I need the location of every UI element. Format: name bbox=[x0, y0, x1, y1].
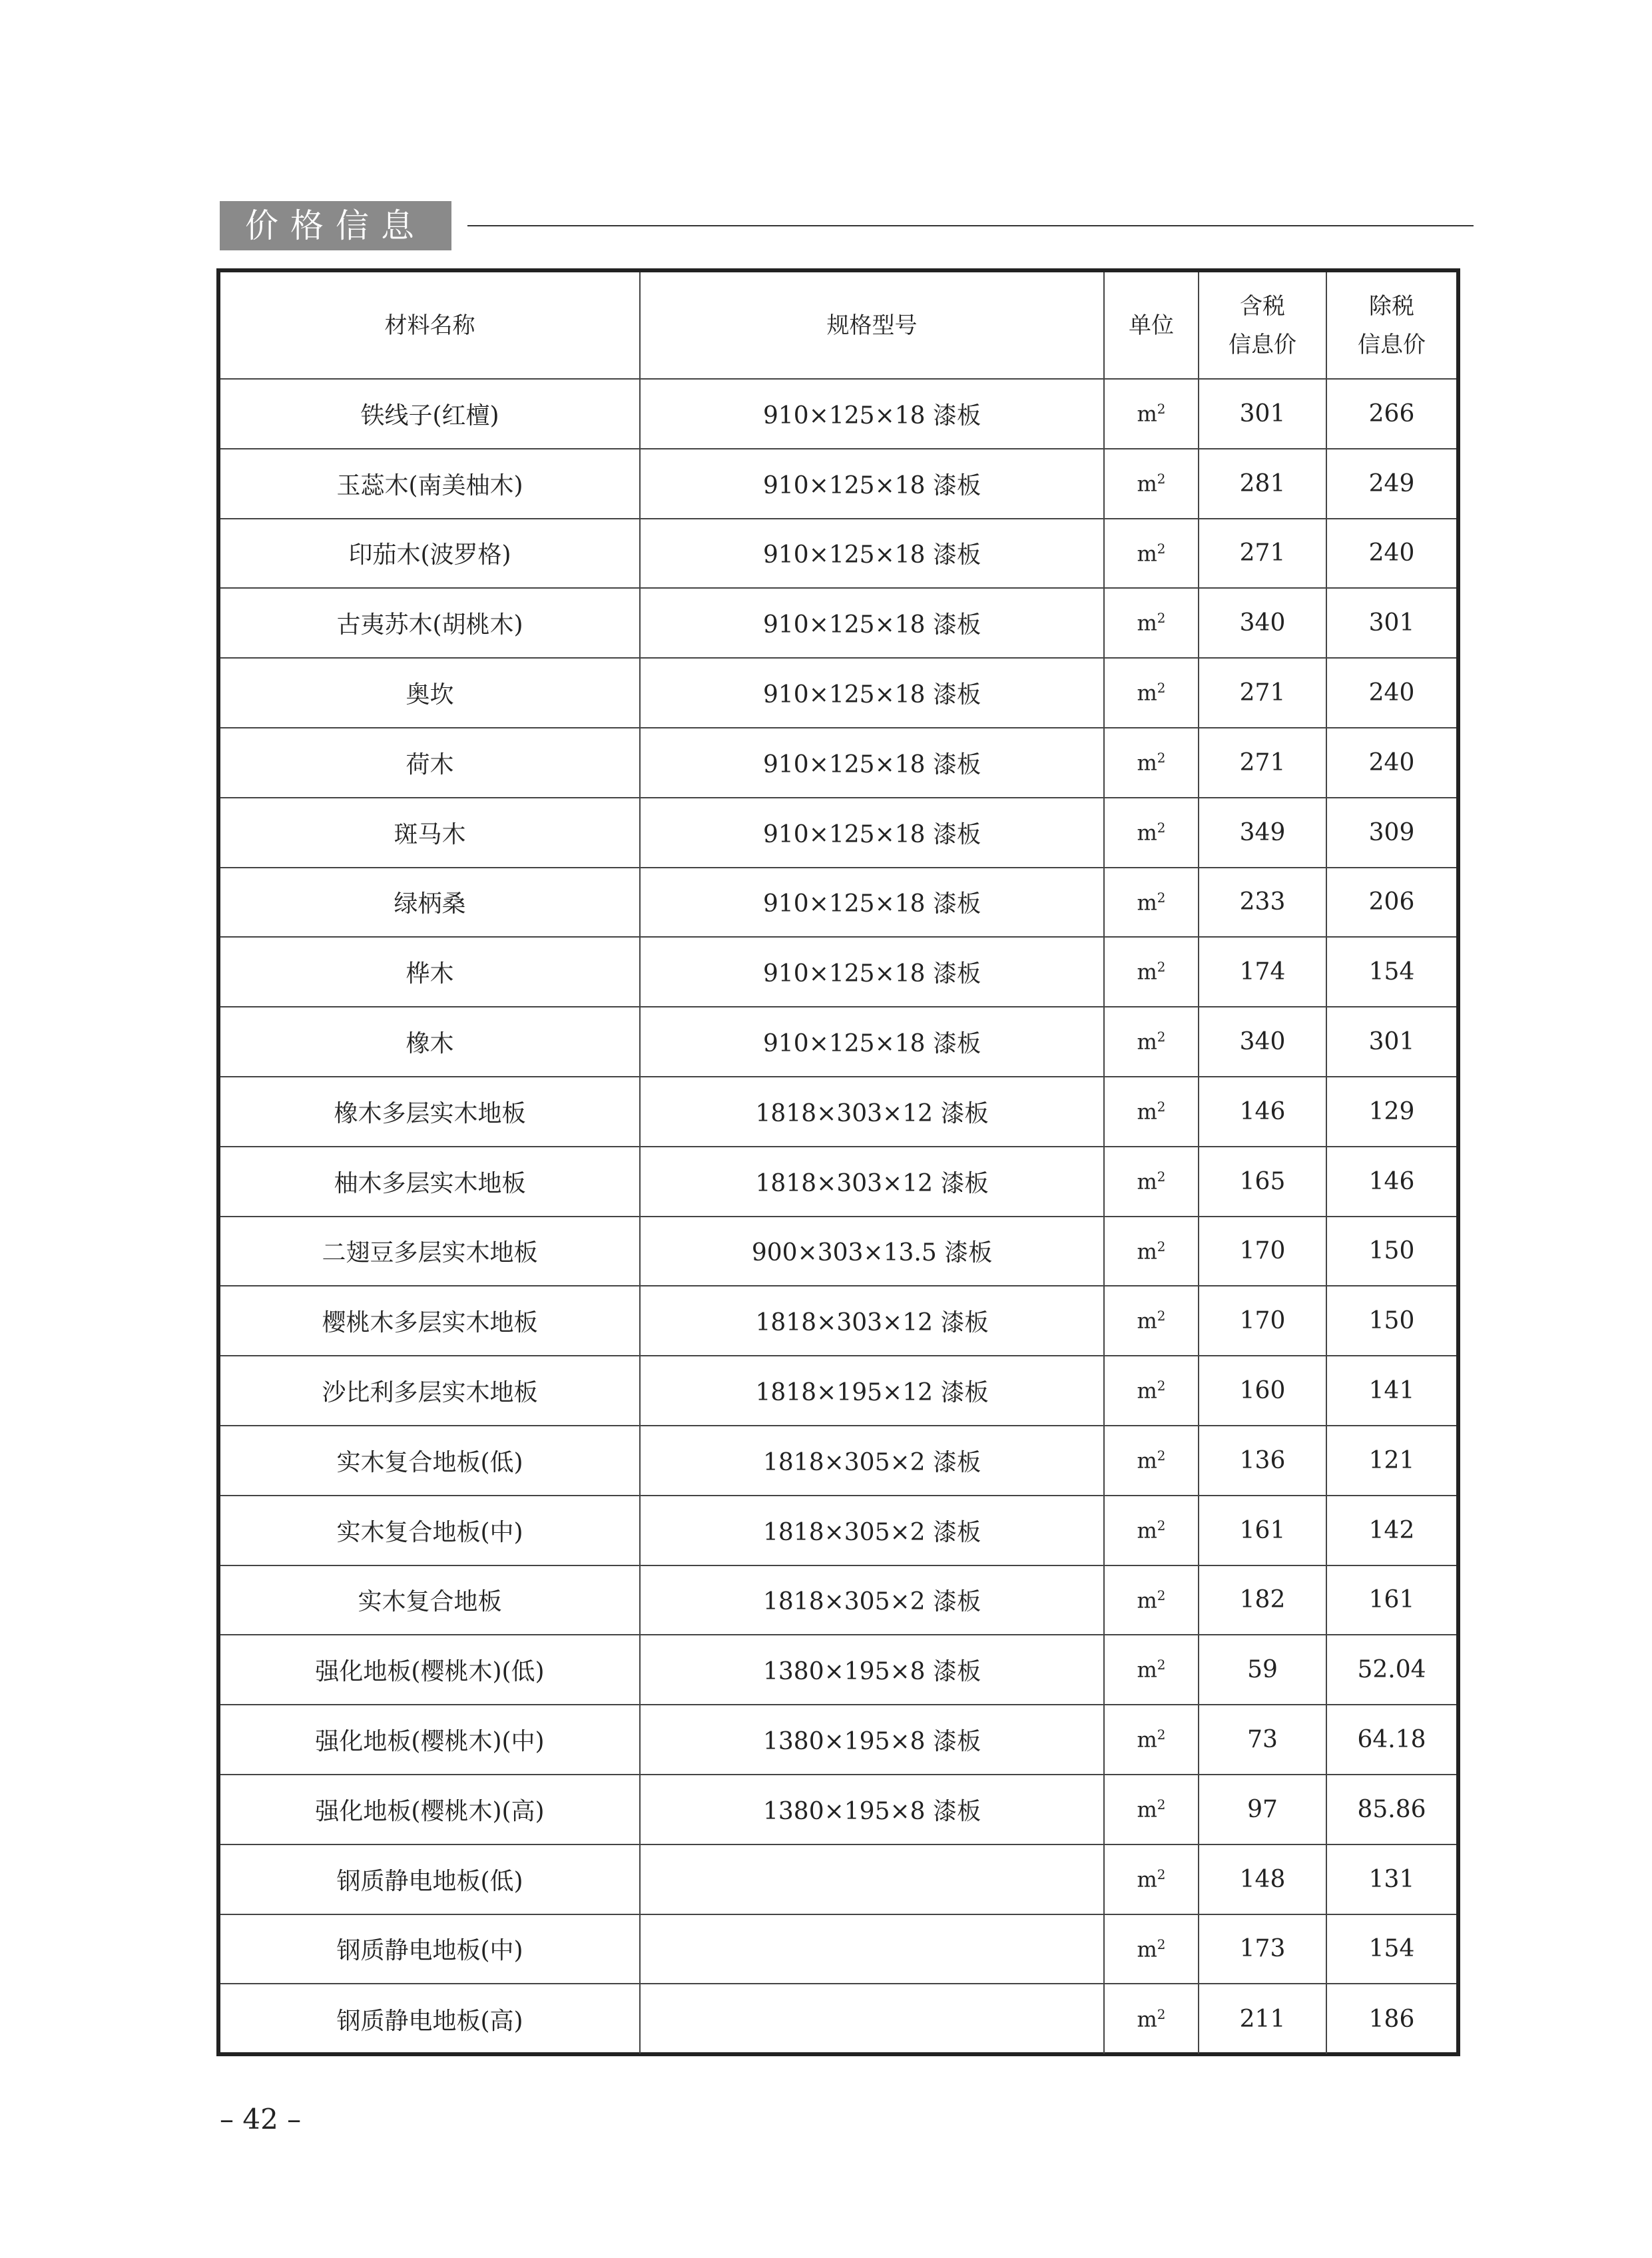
unit-cell bbox=[1104, 1077, 1199, 1147]
material-name-cell: 铁线子(红檀) bbox=[220, 379, 640, 449]
tax-inclusive-price-cell: 301 bbox=[1199, 379, 1326, 449]
spec-cell: 1818×305×2 漆板 bbox=[640, 1496, 1104, 1565]
table-row bbox=[220, 1147, 1456, 1217]
tax-exclusive-price-cell: 131 bbox=[1326, 1844, 1456, 1914]
table-row bbox=[220, 1565, 1456, 1635]
tax-inclusive-price-cell: 340 bbox=[1199, 588, 1326, 658]
tax-exclusive-price-cell: 141 bbox=[1326, 1356, 1456, 1426]
table-row bbox=[220, 937, 1456, 1007]
unit-base: m bbox=[1137, 1727, 1157, 1753]
header-tax-exclusive-price bbox=[1326, 272, 1456, 379]
unit-cell bbox=[1104, 1286, 1199, 1356]
material-name-cell: 二翅豆多层实木地板 bbox=[220, 1217, 640, 1286]
unit-exponent: 2 bbox=[1157, 1587, 1166, 1603]
tax-exclusive-price-cell: 64.18 bbox=[1326, 1705, 1456, 1775]
table-row bbox=[220, 1077, 1456, 1147]
header-material-name: 材料名称 bbox=[220, 272, 640, 379]
tax-exclusive-price-cell: 240 bbox=[1326, 658, 1456, 728]
material-name-cell: 强化地板(樱桃木)(高) bbox=[220, 1775, 640, 1844]
table-row bbox=[220, 1844, 1456, 1914]
tax-inclusive-price-cell: 173 bbox=[1199, 1914, 1326, 1984]
spec-cell: 910×125×18 漆板 bbox=[640, 798, 1104, 868]
table-row bbox=[220, 588, 1456, 658]
unit-base: m bbox=[1137, 890, 1157, 916]
table-row bbox=[220, 798, 1456, 868]
tax-exclusive-price-cell: 85.86 bbox=[1326, 1775, 1456, 1844]
unit-exponent: 2 bbox=[1157, 610, 1166, 627]
material-name-cell: 钢质静电地板(低) bbox=[220, 1844, 640, 1914]
table-row bbox=[220, 379, 1456, 449]
spec-cell bbox=[640, 1844, 1104, 1914]
tax-inclusive-price-cell: 170 bbox=[1199, 1217, 1326, 1286]
tax-exclusive-price-cell: 309 bbox=[1326, 798, 1456, 868]
unit-exponent: 2 bbox=[1157, 470, 1166, 487]
unit-base: m bbox=[1137, 680, 1157, 706]
header-tax-inclusive-line2: 信息价 bbox=[1229, 331, 1296, 358]
table-row bbox=[220, 1984, 1456, 2054]
tax-inclusive-price-cell: 271 bbox=[1199, 728, 1326, 798]
unit-exponent: 2 bbox=[1157, 889, 1166, 906]
material-name-cell: 古夷苏木(胡桃木) bbox=[220, 588, 640, 658]
tax-inclusive-price-cell: 146 bbox=[1199, 1077, 1326, 1147]
tax-inclusive-price-cell: 165 bbox=[1199, 1147, 1326, 1217]
price-table bbox=[220, 272, 1456, 2054]
spec-cell: 1380×195×8 漆板 bbox=[640, 1775, 1104, 1844]
unit-base: m bbox=[1137, 1518, 1157, 1544]
spec-cell: 910×125×18 漆板 bbox=[640, 937, 1104, 1007]
spec-cell: 1380×195×8 漆板 bbox=[640, 1635, 1104, 1705]
material-name-cell: 强化地板(樱桃木)(中) bbox=[220, 1705, 640, 1775]
material-name-cell: 钢质静电地板(高) bbox=[220, 1984, 640, 2054]
material-name-cell: 奥坎 bbox=[220, 658, 640, 728]
tax-inclusive-price-cell: 233 bbox=[1199, 868, 1326, 938]
unit-base: m bbox=[1137, 960, 1157, 986]
tax-exclusive-price-cell: 301 bbox=[1326, 1007, 1456, 1077]
spec-cell: 1818×305×2 漆板 bbox=[640, 1565, 1104, 1635]
unit-cell bbox=[1104, 1914, 1199, 1984]
tax-exclusive-price-cell: 150 bbox=[1326, 1286, 1456, 1356]
unit-exponent: 2 bbox=[1157, 1099, 1166, 1115]
material-name-cell: 橡木 bbox=[220, 1007, 640, 1077]
unit-base: m bbox=[1137, 1797, 1157, 1823]
spec-cell: 1818×303×12 漆板 bbox=[640, 1147, 1104, 1217]
table-row bbox=[220, 1217, 1456, 1286]
unit-exponent: 2 bbox=[1157, 1168, 1166, 1185]
unit-cell bbox=[1104, 1426, 1199, 1496]
unit-exponent: 2 bbox=[1157, 401, 1166, 418]
spec-cell: 900×303×13.5 漆板 bbox=[640, 1217, 1104, 1286]
unit-cell bbox=[1104, 1007, 1199, 1077]
table-row bbox=[220, 449, 1456, 519]
spec-cell: 1818×303×12 漆板 bbox=[640, 1077, 1104, 1147]
unit-cell bbox=[1104, 519, 1199, 589]
tax-exclusive-price-cell: 266 bbox=[1326, 379, 1456, 449]
table-row bbox=[220, 1286, 1456, 1356]
unit-base: m bbox=[1137, 611, 1157, 637]
unit-base: m bbox=[1137, 1448, 1157, 1474]
unit-base: m bbox=[1137, 1239, 1157, 1265]
unit-cell bbox=[1104, 1147, 1199, 1217]
tax-inclusive-price-cell: 349 bbox=[1199, 798, 1326, 868]
tax-exclusive-price-cell: 52.04 bbox=[1326, 1635, 1456, 1705]
material-name-cell: 沙比利多层实木地板 bbox=[220, 1356, 640, 1426]
tax-exclusive-price-cell: 142 bbox=[1326, 1496, 1456, 1565]
material-name-cell: 桦木 bbox=[220, 937, 640, 1007]
tax-inclusive-price-cell: 148 bbox=[1199, 1844, 1326, 1914]
table-row bbox=[220, 1635, 1456, 1705]
tax-inclusive-price-cell: 281 bbox=[1199, 449, 1326, 519]
price-table-frame bbox=[216, 268, 1460, 2056]
header-tax-exclusive-line2: 信息价 bbox=[1358, 331, 1426, 358]
material-name-cell: 荷木 bbox=[220, 728, 640, 798]
unit-base: m bbox=[1137, 471, 1157, 497]
material-name-cell: 橡木多层实木地板 bbox=[220, 1077, 640, 1147]
section-title: 价格信息 bbox=[220, 201, 451, 250]
spec-cell: 910×125×18 漆板 bbox=[640, 379, 1104, 449]
material-name-cell: 斑马木 bbox=[220, 798, 640, 868]
header-unit: 单位 bbox=[1104, 272, 1199, 379]
unit-exponent: 2 bbox=[1157, 1797, 1166, 1813]
table-row bbox=[220, 1426, 1456, 1496]
unit-base: m bbox=[1137, 1169, 1157, 1195]
section-header bbox=[220, 201, 1474, 250]
unit-cell bbox=[1104, 728, 1199, 798]
unit-base: m bbox=[1137, 1029, 1157, 1055]
material-name-cell: 实木复合地板(低) bbox=[220, 1426, 640, 1496]
unit-base: m bbox=[1137, 1308, 1157, 1334]
table-row bbox=[220, 658, 1456, 728]
unit-cell bbox=[1104, 868, 1199, 938]
unit-exponent: 2 bbox=[1157, 540, 1166, 557]
tax-exclusive-price-cell: 154 bbox=[1326, 937, 1456, 1007]
tax-exclusive-price-cell: 121 bbox=[1326, 1426, 1456, 1496]
unit-exponent: 2 bbox=[1157, 819, 1166, 836]
unit-cell bbox=[1104, 449, 1199, 519]
unit-exponent: 2 bbox=[1157, 1517, 1166, 1534]
unit-cell bbox=[1104, 1496, 1199, 1565]
material-name-cell: 强化地板(樱桃木)(低) bbox=[220, 1635, 640, 1705]
unit-cell bbox=[1104, 379, 1199, 449]
tax-exclusive-price-cell: 240 bbox=[1326, 728, 1456, 798]
unit-exponent: 2 bbox=[1157, 1308, 1166, 1324]
unit-exponent: 2 bbox=[1157, 959, 1166, 976]
tax-exclusive-price-cell: 186 bbox=[1326, 1984, 1456, 2054]
tax-inclusive-price-cell: 340 bbox=[1199, 1007, 1326, 1077]
unit-base: m bbox=[1137, 1866, 1157, 1892]
table-row bbox=[220, 1914, 1456, 1984]
unit-exponent: 2 bbox=[1157, 2006, 1166, 2022]
tax-exclusive-price-cell: 154 bbox=[1326, 1914, 1456, 1984]
unit-base: m bbox=[1137, 1378, 1157, 1404]
tax-inclusive-price-cell: 271 bbox=[1199, 519, 1326, 589]
material-name-cell: 玉蕊木(南美柚木) bbox=[220, 449, 640, 519]
unit-base: m bbox=[1137, 1587, 1157, 1613]
tax-exclusive-price-cell: 206 bbox=[1326, 868, 1456, 938]
unit-exponent: 2 bbox=[1157, 750, 1166, 766]
material-name-cell: 实木复合地板(中) bbox=[220, 1496, 640, 1565]
unit-base: m bbox=[1137, 820, 1157, 846]
table-row bbox=[220, 1007, 1456, 1077]
spec-cell: 910×125×18 漆板 bbox=[640, 868, 1104, 938]
unit-base: m bbox=[1137, 750, 1157, 776]
tax-inclusive-price-cell: 211 bbox=[1199, 1984, 1326, 2054]
table-body bbox=[220, 379, 1456, 2054]
unit-cell bbox=[1104, 588, 1199, 658]
unit-exponent: 2 bbox=[1157, 680, 1166, 697]
unit-base: m bbox=[1137, 1657, 1157, 1683]
spec-cell: 910×125×18 漆板 bbox=[640, 588, 1104, 658]
spec-cell: 1818×303×12 漆板 bbox=[640, 1286, 1104, 1356]
header-spec-model: 规格型号 bbox=[640, 272, 1104, 379]
unit-cell bbox=[1104, 1775, 1199, 1844]
unit-exponent: 2 bbox=[1157, 1238, 1166, 1255]
unit-cell bbox=[1104, 937, 1199, 1007]
spec-cell bbox=[640, 1984, 1104, 2054]
spec-cell: 1818×305×2 漆板 bbox=[640, 1426, 1104, 1496]
unit-cell bbox=[1104, 1844, 1199, 1914]
unit-cell bbox=[1104, 1635, 1199, 1705]
tax-inclusive-price-cell: 73 bbox=[1199, 1705, 1326, 1775]
tax-inclusive-price-cell: 59 bbox=[1199, 1635, 1326, 1705]
table-row bbox=[220, 1356, 1456, 1426]
header-tax-exclusive-line1: 除税 bbox=[1369, 292, 1414, 320]
unit-cell bbox=[1104, 1984, 1199, 2054]
header-tax-inclusive-price bbox=[1199, 272, 1326, 379]
tax-inclusive-price-cell: 161 bbox=[1199, 1496, 1326, 1565]
unit-exponent: 2 bbox=[1157, 1657, 1166, 1673]
unit-cell bbox=[1104, 798, 1199, 868]
unit-base: m bbox=[1137, 541, 1157, 567]
unit-base: m bbox=[1137, 1099, 1157, 1125]
unit-cell bbox=[1104, 1565, 1199, 1635]
unit-cell bbox=[1104, 1705, 1199, 1775]
spec-cell: 910×125×18 漆板 bbox=[640, 449, 1104, 519]
unit-exponent: 2 bbox=[1157, 1866, 1166, 1882]
tax-inclusive-price-cell: 97 bbox=[1199, 1775, 1326, 1844]
unit-exponent: 2 bbox=[1157, 1029, 1166, 1045]
tax-inclusive-price-cell: 182 bbox=[1199, 1565, 1326, 1635]
spec-cell: 910×125×18 漆板 bbox=[640, 658, 1104, 728]
unit-cell bbox=[1104, 1217, 1199, 1286]
spec-cell: 910×125×18 漆板 bbox=[640, 519, 1104, 589]
section-divider bbox=[467, 225, 1474, 226]
material-name-cell: 樱桃木多层实木地板 bbox=[220, 1286, 640, 1356]
material-name-cell: 实木复合地板 bbox=[220, 1565, 640, 1635]
spec-cell: 1818×195×12 漆板 bbox=[640, 1356, 1104, 1426]
unit-cell bbox=[1104, 658, 1199, 728]
spec-cell: 1380×195×8 漆板 bbox=[640, 1705, 1104, 1775]
table-row bbox=[220, 1496, 1456, 1565]
tax-exclusive-price-cell: 249 bbox=[1326, 449, 1456, 519]
unit-exponent: 2 bbox=[1157, 1727, 1166, 1743]
material-name-cell: 印茄木(波罗格) bbox=[220, 519, 640, 589]
table-row bbox=[220, 728, 1456, 798]
table-row bbox=[220, 1705, 1456, 1775]
table-row bbox=[220, 519, 1456, 589]
spec-cell bbox=[640, 1914, 1104, 1984]
tax-inclusive-price-cell: 174 bbox=[1199, 937, 1326, 1007]
unit-base: m bbox=[1137, 2006, 1157, 2032]
tax-inclusive-price-cell: 136 bbox=[1199, 1426, 1326, 1496]
tax-inclusive-price-cell: 160 bbox=[1199, 1356, 1326, 1426]
tax-exclusive-price-cell: 129 bbox=[1326, 1077, 1456, 1147]
unit-exponent: 2 bbox=[1157, 1936, 1166, 1952]
unit-exponent: 2 bbox=[1157, 1448, 1166, 1464]
unit-cell bbox=[1104, 1356, 1199, 1426]
spec-cell: 910×125×18 漆板 bbox=[640, 1007, 1104, 1077]
material-name-cell: 钢质静电地板(中) bbox=[220, 1914, 640, 1984]
table-header-row bbox=[220, 272, 1456, 379]
table-row bbox=[220, 1775, 1456, 1844]
tax-exclusive-price-cell: 161 bbox=[1326, 1565, 1456, 1635]
material-name-cell: 绿柄桑 bbox=[220, 868, 640, 938]
spec-cell: 910×125×18 漆板 bbox=[640, 728, 1104, 798]
unit-base: m bbox=[1137, 1936, 1157, 1962]
tax-exclusive-price-cell: 146 bbox=[1326, 1147, 1456, 1217]
unit-base: m bbox=[1137, 401, 1157, 427]
unit-exponent: 2 bbox=[1157, 1378, 1166, 1394]
page-number: – 42 – bbox=[220, 2103, 302, 2135]
header-tax-inclusive-line1: 含税 bbox=[1240, 292, 1285, 320]
tax-inclusive-price-cell: 271 bbox=[1199, 658, 1326, 728]
tax-inclusive-price-cell: 170 bbox=[1199, 1286, 1326, 1356]
material-name-cell: 柚木多层实木地板 bbox=[220, 1147, 640, 1217]
tax-exclusive-price-cell: 240 bbox=[1326, 519, 1456, 589]
tax-exclusive-price-cell: 301 bbox=[1326, 588, 1456, 658]
tax-exclusive-price-cell: 150 bbox=[1326, 1217, 1456, 1286]
table-row bbox=[220, 868, 1456, 938]
